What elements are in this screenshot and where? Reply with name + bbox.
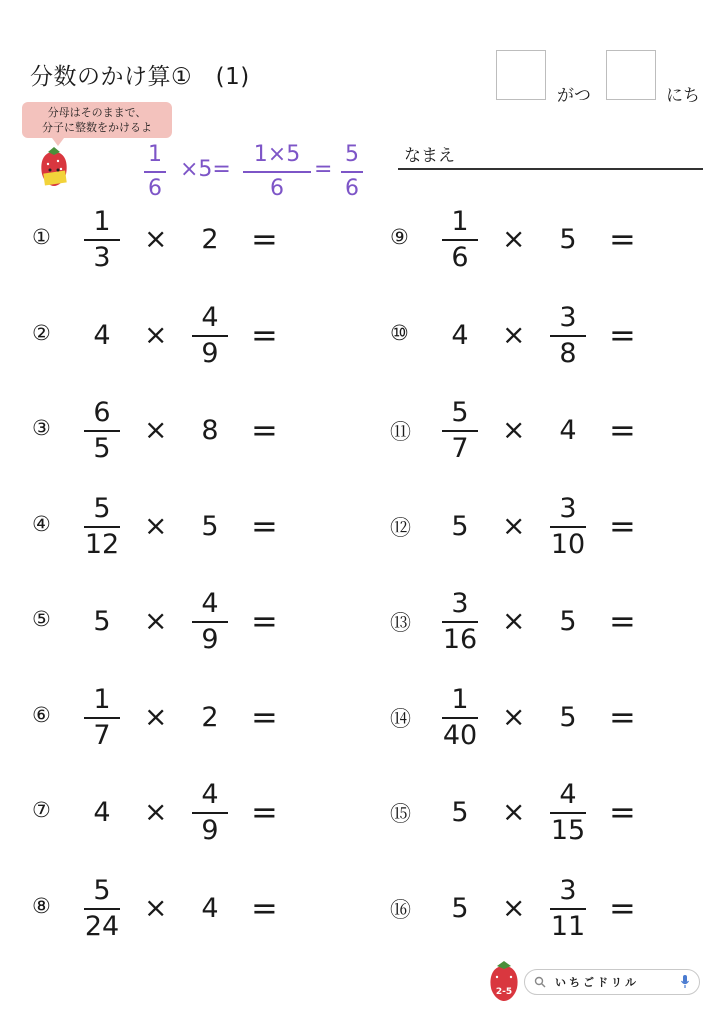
hint-line-2: 分子に整数をかけるよ (42, 121, 152, 134)
equals-sign: = (251, 697, 278, 736)
problem-item (32, 678, 372, 758)
day-label: にち (666, 86, 700, 106)
fraction (72, 869, 132, 949)
problem-item (390, 200, 724, 280)
answer-area[interactable] (287, 210, 362, 270)
problem-item (390, 869, 724, 949)
whole-number: 2 (201, 224, 219, 255)
numerator: 3 (559, 874, 577, 906)
strawberry-logo-icon (484, 960, 524, 1004)
problem-item (390, 391, 724, 471)
problem-item (390, 773, 724, 853)
problem-number: ⑦ (32, 798, 51, 822)
numerator: 1 (93, 683, 111, 715)
answer-area[interactable] (287, 783, 362, 843)
fraction (538, 773, 598, 853)
multiply-sign: × (502, 317, 526, 351)
microphone-icon (680, 974, 690, 990)
example-f3-denominator: 6 (345, 176, 359, 201)
problem-item (32, 582, 372, 662)
fraction (72, 391, 132, 471)
whole-number: 5 (559, 224, 577, 255)
fraction-stack (430, 396, 490, 466)
problem-number: ⑮ (390, 802, 411, 826)
denominator: 10 (550, 528, 586, 560)
equals-sign: = (251, 602, 278, 640)
equals-sign: = (251, 220, 278, 258)
answer-area[interactable] (645, 306, 720, 366)
fraction-bar (144, 171, 166, 173)
whole-number: 5 (451, 892, 469, 924)
denominator: 11 (550, 910, 586, 942)
multiply-sign: × (502, 413, 526, 446)
name-line[interactable] (398, 168, 703, 170)
whole-number: 8 (201, 415, 219, 446)
equals-sign: = (251, 793, 278, 831)
example-fraction-2 (243, 140, 311, 204)
equals-sign: = (609, 697, 636, 736)
numerator: 3 (451, 588, 469, 619)
whole-number: 2 (201, 701, 219, 733)
fraction-stack (538, 778, 598, 848)
whole-number: 4 (451, 319, 469, 351)
denominator: 7 (451, 433, 469, 464)
answer-area[interactable] (645, 497, 720, 557)
equals-sign: = (609, 220, 636, 258)
numerator: 4 (201, 779, 219, 810)
month-box[interactable] (496, 50, 546, 100)
example-f2-denominator: 6 (270, 176, 284, 201)
problem-item (390, 678, 724, 758)
problem-item (32, 296, 372, 376)
problem-number: ③ (32, 416, 51, 440)
problem-number: ⑥ (32, 702, 51, 727)
answer-area[interactable] (287, 688, 362, 748)
fraction-stack (430, 587, 490, 657)
denominator: 9 (201, 624, 219, 655)
whole-number: 5 (559, 606, 577, 637)
problem-item (390, 296, 724, 376)
month-label: がつ (557, 86, 591, 106)
fraction-stack (72, 874, 132, 944)
whole-number: 5 (93, 606, 111, 637)
multiply-sign: × (502, 222, 526, 255)
fraction (430, 582, 490, 662)
numerator: 1 (451, 206, 469, 237)
numerator: 5 (451, 397, 469, 428)
problem-number: ④ (32, 511, 51, 536)
fraction (430, 200, 490, 280)
equals-sign: = (609, 411, 636, 449)
fraction (538, 487, 598, 567)
numerator: 1 (93, 206, 111, 237)
answer-area[interactable] (287, 497, 362, 557)
example-fraction-1 (144, 140, 166, 204)
fraction-stack (72, 205, 132, 275)
fraction (72, 678, 132, 758)
equals-sign: = (609, 602, 636, 640)
whole-number: 4 (93, 797, 111, 828)
numerator: 3 (559, 301, 577, 333)
fraction (538, 869, 598, 949)
answer-area[interactable] (287, 306, 362, 366)
fraction-bar (243, 171, 311, 173)
fraction-stack (538, 874, 598, 944)
fraction-stack (72, 683, 132, 753)
multiply-sign: × (144, 317, 168, 351)
answer-area[interactable] (645, 688, 720, 748)
numerator: 4 (201, 588, 219, 619)
problem-item (32, 487, 372, 567)
answer-area[interactable] (287, 879, 362, 939)
multiply-sign: × (144, 413, 168, 446)
denominator: 24 (84, 910, 120, 942)
whole-number: 5 (559, 701, 577, 733)
multiply-sign: × (144, 890, 168, 924)
problem-item (32, 391, 372, 471)
denominator: 6 (451, 242, 469, 273)
answer-area[interactable] (645, 401, 720, 461)
fraction (180, 296, 240, 376)
problem-number: ② (32, 320, 51, 345)
denominator: 9 (201, 337, 219, 369)
numerator: 1 (451, 683, 469, 715)
answer-area[interactable] (645, 210, 720, 270)
numerator: 3 (559, 492, 577, 524)
whole-number: 4 (201, 892, 219, 924)
fraction-stack (180, 778, 240, 848)
problem-number: ⑩ (390, 320, 409, 345)
denominator: 7 (93, 719, 111, 751)
fraction-stack (538, 301, 598, 371)
multiply-sign: × (144, 222, 168, 255)
denominator: 16 (442, 624, 478, 655)
answer-area[interactable] (645, 783, 720, 843)
equals-sign: = (609, 888, 636, 927)
answer-area[interactable] (645, 592, 720, 652)
whole-number: 5 (201, 510, 219, 542)
problem-number: ① (32, 225, 51, 249)
denominator: 9 (201, 815, 219, 846)
example-fraction-3 (341, 140, 363, 204)
example-times-5: ×5= (180, 157, 231, 182)
multiply-sign: × (502, 508, 526, 542)
problem-item (32, 200, 372, 280)
fraction (538, 296, 598, 376)
problem-number: ⑤ (32, 607, 51, 631)
multiply-sign: × (502, 890, 526, 924)
example-equals: = (314, 157, 333, 182)
problem-number: ⑫ (390, 515, 411, 540)
multiply-sign: × (144, 699, 168, 733)
problem-item (390, 582, 724, 662)
equals-sign: = (251, 315, 278, 354)
hint-line-1: 分母はそのままで、 (47, 106, 147, 119)
brand-text: いちごドリル (555, 976, 639, 989)
equals-sign: = (251, 888, 278, 927)
fraction-stack (180, 301, 240, 371)
name-label: なまえ (404, 146, 455, 166)
fraction-stack (72, 492, 132, 562)
fraction-stack (430, 205, 490, 275)
strawberry-mascot-icon (34, 146, 74, 190)
fraction-stack (430, 683, 490, 753)
equals-sign: = (609, 793, 636, 831)
brand-search-bar[interactable] (524, 969, 700, 995)
problem-number: ⑬ (390, 611, 411, 635)
whole-number: 4 (93, 319, 111, 351)
problem-number: ⑧ (32, 893, 51, 918)
numerator: 6 (93, 397, 111, 428)
whole-number: 5 (451, 510, 469, 542)
fraction-stack (180, 587, 240, 657)
numerator: 4 (559, 779, 577, 810)
equals-sign: = (251, 411, 278, 449)
denominator: 40 (442, 719, 478, 751)
example-f1-denominator: 6 (148, 176, 162, 201)
whole-number: 4 (559, 415, 577, 446)
hint-bubble (22, 102, 172, 138)
denominator: 8 (559, 337, 577, 369)
numerator: 5 (93, 874, 111, 906)
fraction-stack (538, 492, 598, 562)
multiply-sign: × (502, 795, 526, 828)
problem-item (390, 487, 724, 567)
answer-area[interactable] (645, 879, 720, 939)
fraction-stack (72, 396, 132, 466)
problem-number: ⑨ (390, 225, 409, 249)
answer-area[interactable] (287, 401, 362, 461)
fraction (430, 391, 490, 471)
answer-area[interactable] (287, 592, 362, 652)
example-f2-numerator: 1×5 (253, 142, 301, 167)
denominator: 3 (93, 242, 111, 273)
search-icon (534, 976, 546, 988)
logo-mascot-text: 2-5 (495, 987, 513, 997)
multiply-sign: × (502, 604, 526, 637)
fraction (72, 487, 132, 567)
problem-item (32, 773, 372, 853)
example-f1-numerator: 1 (148, 142, 162, 167)
equals-sign: = (251, 506, 278, 545)
fraction (180, 773, 240, 853)
denominator: 12 (84, 528, 120, 560)
multiply-sign: × (502, 699, 526, 733)
numerator: 5 (93, 492, 111, 524)
multiply-sign: × (144, 795, 168, 828)
problem-number: ⑭ (390, 706, 411, 731)
problem-item (32, 869, 372, 949)
equals-sign: = (609, 506, 636, 545)
problem-number: ⑪ (390, 420, 411, 444)
multiply-sign: × (144, 508, 168, 542)
equals-sign: = (609, 315, 636, 354)
multiply-sign: × (144, 604, 168, 637)
fraction (180, 582, 240, 662)
problem-number: ⑯ (390, 897, 411, 922)
denominator: 15 (550, 815, 586, 846)
page-title: 分数のかけ算① (1) (30, 64, 250, 90)
example-f3-numerator: 5 (345, 142, 359, 167)
whole-number: 5 (451, 797, 469, 828)
fraction (430, 678, 490, 758)
fraction-bar (341, 171, 363, 173)
denominator: 5 (93, 433, 111, 464)
day-box[interactable] (606, 50, 656, 100)
numerator: 4 (201, 301, 219, 333)
fraction (72, 200, 132, 280)
